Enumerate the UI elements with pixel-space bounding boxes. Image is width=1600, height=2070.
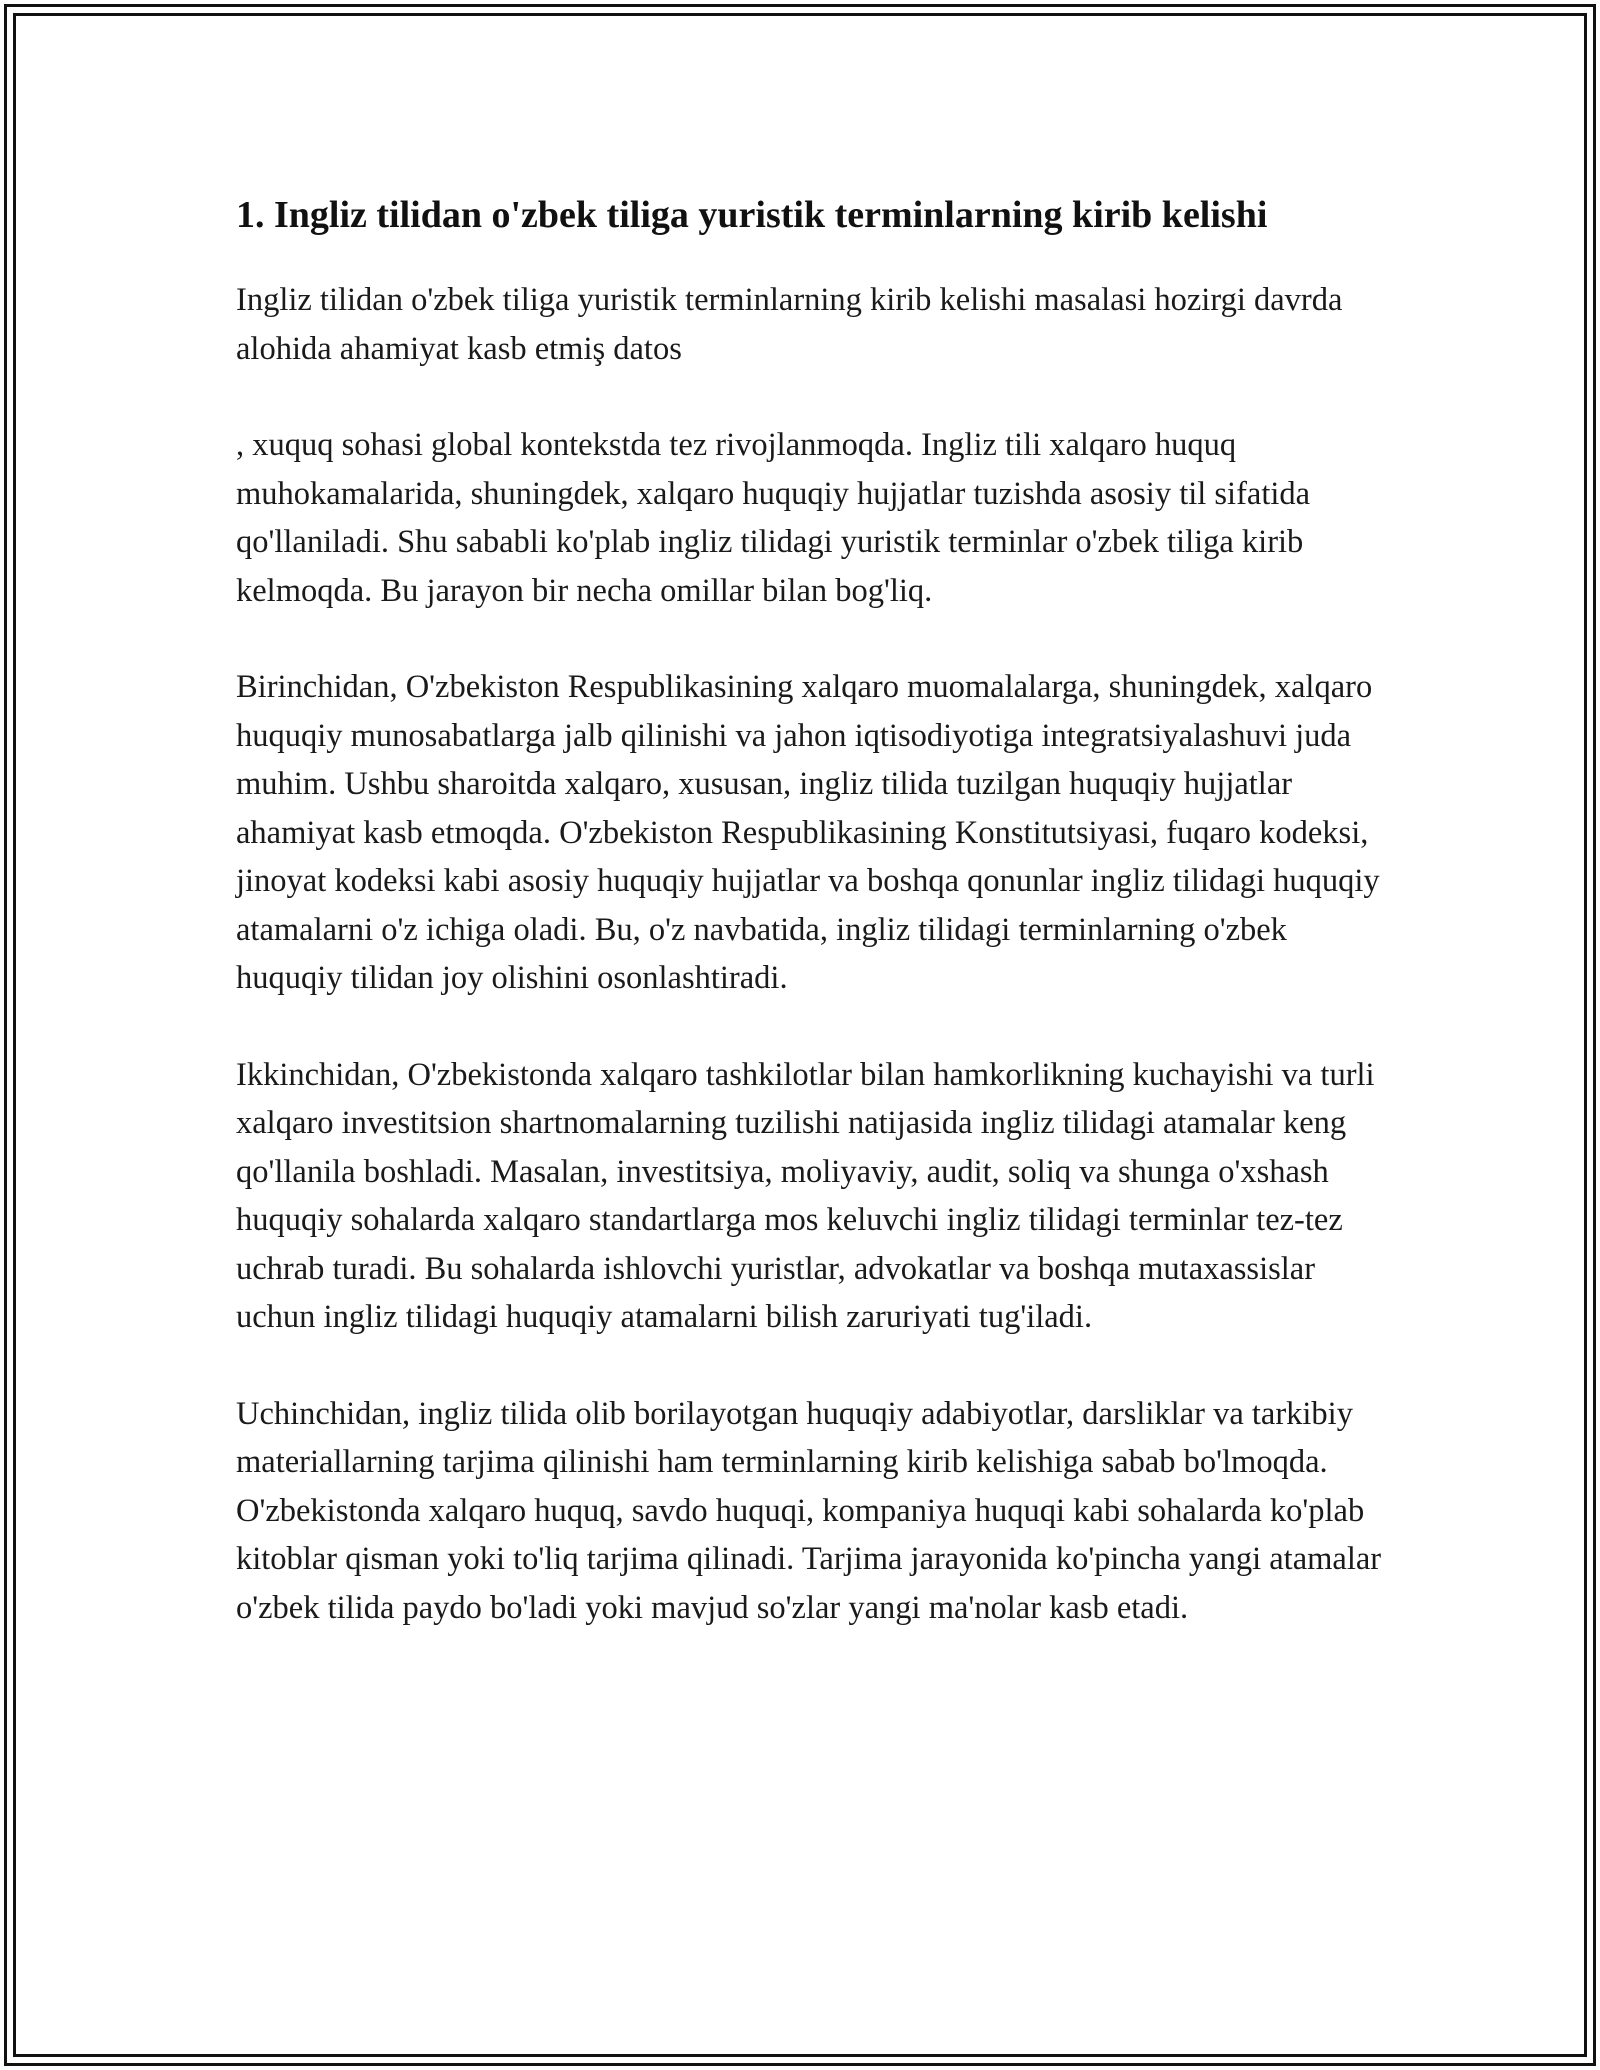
paragraph-intro: Ingliz tilidan o'zbek tiliga yuristik terminlarning kirib kelishi masalasi hozirgi davrda alohida ahamiyat kasb etmiş datos <box>236 282 1343 367</box>
paragraph-third-reason: Uchinchidan, ingliz tilida olib borilayotgan huquqiy adabiyotlar, darsliklar va tarkibiy materiallarning tarjima qilinishi ham terminlarning kirib kelishiga sabab bo'lmoqda. O'zbekistonda xalqaro huquq, savdo huquqi, kompaniya huquqi kabi sohalarda ko'plab kitoblar qisman yoki to'liq tarjima qilinadi. Tarjima jarayonida ko'pincha yangi atamalar o'zbek tilida paydo bo'ladi yoki mavjud so'zlar yangi ma'nolar kasb etadi. <box>236 1395 1382 1626</box>
paragraph-first-reason: Birinchidan, O'zbekiston Respublikasining xalqaro muomalalarga, shuningdek, xalqaro huquqiy munosabatlarga jalb qilinishi va jahon iqtisodiyotiga integratsiyalashuvi juda muhim. Ushbu sharoitda xalqaro, xususan, ingliz tilida tuzilgan huquqiy hujjatlar ahamiyat kasb etmoqda. O'zbekiston Respublikasining Konstitutsiyasi, fuqaro kodeksi, jinoyat kodeksi kabi asosiy huquqiy hujjatlar va boshqa qonunlar ingliz tilidagi huquqiy atamalarni o'z ichiga oladi. Bu, o'z navbatida, ingliz tilidagi terminlarning o'zbek huquqiy tilidan joy olishini osonlashtiradi. <box>236 669 1380 996</box>
document-body <box>236 188 1386 1680</box>
paragraph-context: , xuquq sohasi global kontekstda tez rivojlanmoqda. Ingliz tili xalqaro huquq muhokamalarida, shuningdek, xalqaro huquqiy hujjatlar tuzishda asosiy til sifatida qo'llaniladi. Shu sababli ko'plab ingliz tilidagi yuristik terminlar o'zbek tiliga kirib kelmoqda. Bu jarayon bir necha omillar bilan bog'liq. <box>236 427 1311 609</box>
paragraph-second-reason: Ikkinchidan, O'zbekistonda xalqaro tashkilotlar bilan hamkorlikning kuchayishi va turli xalqaro investitsion shartnomalarning tuzilishi natijasida ingliz tilidagi atamalar keng qo'llanila boshladi. Masalan, investitsiya, moliyaviy, audit, soliq va shunga o'xshash huquqiy sohalarda xalqaro standartlarga mos keluvchi ingliz tilidagi terminlar tez-tez uchrab turadi. Bu sohalarda ishlovchi yuristlar, advokatlar va boshqa mutaxassislar uchun ingliz tilidagi huquqiy atamalarni bilish zaruriyati tug'iladi. <box>236 1056 1375 1335</box>
section-heading: 1. Ingliz tilidan o'zbek tiliga yuristik terminlarning kirib kelishi <box>236 194 1268 236</box>
